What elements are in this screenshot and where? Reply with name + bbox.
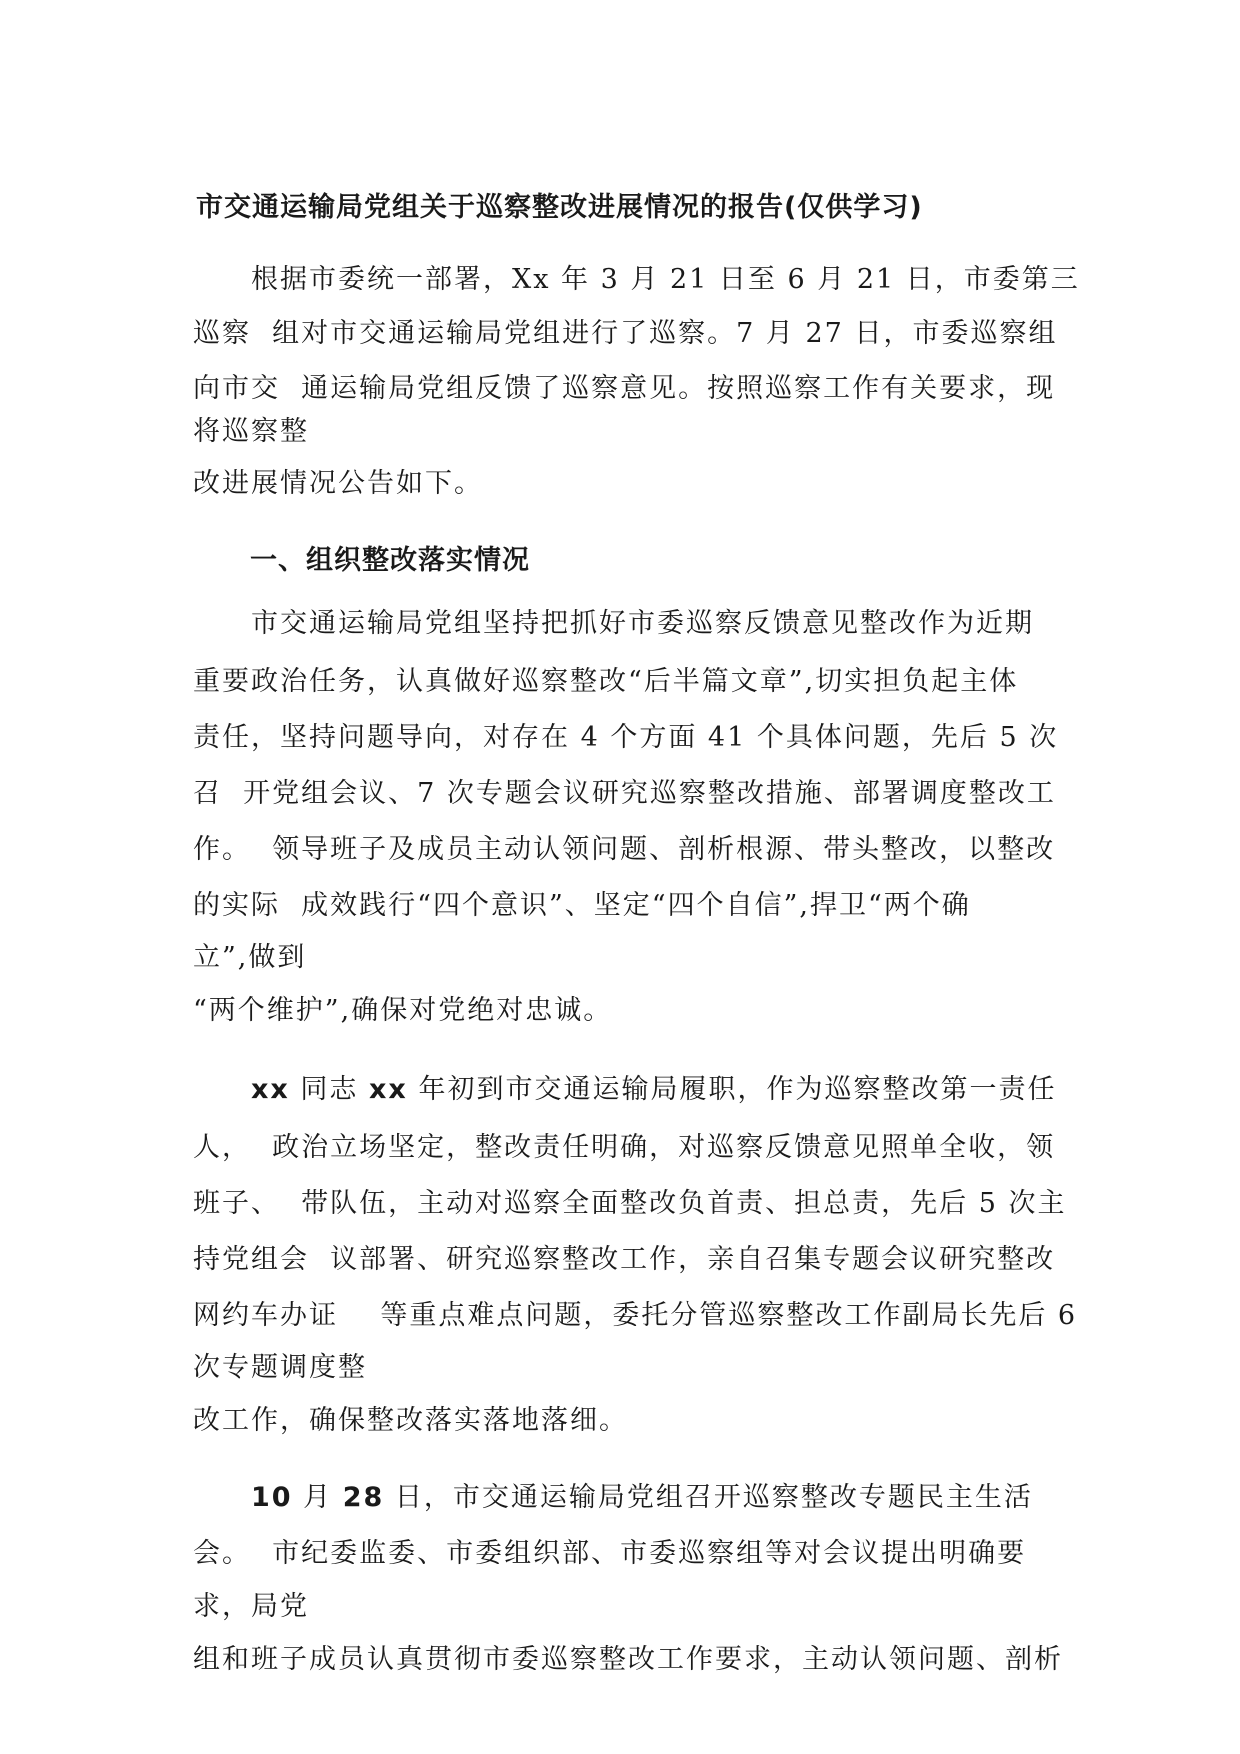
para1-line-7: 立”,做到 [193,942,307,973]
para1-line-8: “两个维护”,确保对党绝对忠诚。 [193,995,613,1026]
para1-line-6: 的实际 成效践行“四个意识”、坚定“四个自信”,捍卫“两个确 [193,890,971,921]
intro-line-4: 将巡察整 [193,416,309,447]
para3-line-1 [193,1480,1033,1516]
intro-line-3: 向市交 通运输局党组反馈了巡察意见。按照巡察工作有关要求，现 [193,373,1056,404]
para2-line-1-mid: 同志 [289,1074,370,1105]
section-heading: 一、组织整改落实情况 [250,545,530,576]
intro-line-2: 巡察 组对市交通运输局党组进行了巡察。7 月 27 日，市委巡察组 [193,318,1058,349]
para1-line-5: 作。 领导班子及成员主动认领问题、剖析根源、带头整改，以整改 [193,834,1056,865]
para2-line-2: 人， 政治立场坚定，整改责任明确，对巡察反馈意见照单全收，领 [193,1132,1056,1163]
para2-line-3: 班子、 带队伍，主动对巡察全面整改负首责、担总责，先后 5 次主 [193,1188,1067,1219]
year-value: xx [369,1074,408,1105]
para1-line-4: 召 开党组会议、7 次专题会议研究巡察整改措施、部署调度整改工 [193,778,1056,809]
para2-line-1-rest: 年初到市交通运输局履职，作为巡察整改第一责任 [407,1074,1057,1105]
para2-line-1 [193,1072,1056,1108]
para1-line-1: 市交通运输局党组坚持把抓好市委巡察反馈意见整改作为近期 [193,608,1034,639]
para1-line-3: 责任，坚持问题导向，对存在 4 个方面 41 个具体问题，先后 5 次 [193,722,1059,753]
para3-line-1-mid: 月 [292,1482,343,1513]
para3-line-1-rest: 日，市交通运输局党组召开巡察整改专题民主生活 [384,1482,1033,1513]
month-value: 10 [251,1482,293,1513]
document-title: 市交通运输局党组关于巡察整改进展情况的报告(仅供学习) [196,192,923,223]
para1-line-2: 重要政治任务，认真做好巡察整改“后半篇文章”,切实担负起主体 [193,666,1019,697]
person-name: xx [251,1074,290,1105]
day-value: 28 [342,1482,385,1513]
para2-line-5: 网约车办证 等重点难点问题，委托分管巡察整改工作副局长先后 6 [193,1300,1078,1331]
para2-line-6: 次专题调度整 [193,1352,367,1383]
para2-line-7: 改工作，确保整改落实落地落细。 [193,1405,628,1436]
para3-line-3: 求，局党 [193,1591,309,1622]
para2-line-4: 持党组会 议部署、研究巡察整改工作，亲自召集专题会议研究整改 [193,1244,1056,1275]
para3-line-2: 会。 市纪委监委、市委组织部、市委巡察组等对会议提出明确要 [193,1538,1027,1569]
intro-line-1: 根据市委统一部署，Xx 年 3 月 21 日至 6 月 21 日，市委第三 [193,264,1080,295]
para3-line-4: 组和班子成员认真贯彻市委巡察整改工作要求，主动认领问题、剖析 [193,1644,1063,1675]
intro-line-5: 改进展情况公告如下。 [193,468,483,499]
